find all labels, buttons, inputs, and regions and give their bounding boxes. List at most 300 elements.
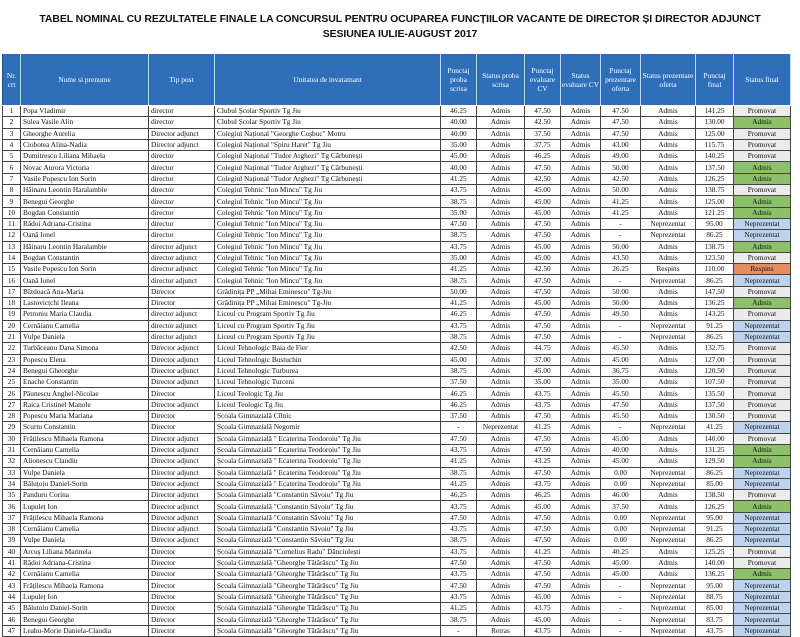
cell-written-score: 38.75 — [441, 365, 477, 376]
cell-post-type: Director adjunct — [149, 365, 215, 376]
cell-cv-score: 47.50 — [525, 218, 561, 229]
table-row — [3, 139, 791, 150]
cell-name: Popescu Maria Mariana — [21, 411, 149, 422]
cell-post-type: Director — [149, 569, 215, 580]
cell-school-unit: Liceul cu Program Sportiv Tg Jiu — [215, 331, 441, 342]
cell-written-score: 41.25 — [441, 298, 477, 309]
cell-name: Ciobotea Alina-Nadia — [21, 139, 149, 150]
cell-final-score: 136.25 — [696, 298, 734, 309]
cell-name: Oană Ionel — [21, 230, 149, 241]
cell-written-score: 41.25 — [441, 173, 477, 184]
cell-cv-status: Admis — [561, 490, 601, 501]
cell-offer-score: - — [601, 275, 641, 286]
cell-final-status-badge: Admis — [734, 241, 791, 252]
cell-final-score: 121.25 — [696, 207, 734, 218]
cell-final-score: 86.25 — [696, 275, 734, 286]
cell-cv-score: 43.25 — [525, 456, 561, 467]
cell-nr-crt: 19 — [3, 309, 21, 320]
cell-final-status-badge: Promovat — [734, 433, 791, 444]
cell-cv-score: 47.50 — [525, 275, 561, 286]
cell-school-unit: Școala Gimnazială "Constantin Săvoiu" Tg Jiu — [215, 523, 441, 534]
table-row — [3, 298, 791, 309]
cell-school-unit: Liceul cu Program Sportiv Tg Jiu — [215, 320, 441, 331]
cell-nr-crt: 21 — [3, 331, 21, 342]
cell-final-status-badge: Neprezentat — [734, 467, 791, 478]
cell-offer-score: 40.00 — [601, 444, 641, 455]
cell-written-score: 45.00 — [441, 151, 477, 162]
table-row — [3, 264, 791, 275]
cell-school-unit: Colegiul Tehnic "Ion Mincu" Tg Jiu — [215, 252, 441, 263]
table-row — [3, 501, 791, 512]
cell-offer-status: Admis — [641, 252, 696, 263]
cell-offer-score: - — [601, 625, 641, 636]
cell-name: Hăinaru Leontin Haralambie — [21, 241, 149, 252]
header-cv-score: Punctaj evaluare CV — [525, 54, 561, 106]
table-row — [3, 377, 791, 388]
cell-cv-status: Admis — [561, 298, 601, 309]
cell-final-score: 43.75 — [696, 625, 734, 636]
table-header-row — [3, 54, 791, 106]
cell-post-type: director — [149, 207, 215, 218]
cell-school-unit: Colegiul Tehnic "Ion Mincu" Tg Jiu — [215, 218, 441, 229]
cell-final-score: 130.00 — [696, 117, 734, 128]
cell-final-status-badge: Promovat — [734, 106, 791, 117]
cell-written-status: Admis — [477, 388, 525, 399]
cell-nr-crt: 30 — [3, 433, 21, 444]
cell-written-status: Admis — [477, 241, 525, 252]
table-row — [3, 286, 791, 297]
cell-nr-crt: 23 — [3, 354, 21, 365]
cell-offer-score: 47.50 — [601, 128, 641, 139]
cell-final-score: 41.25 — [696, 422, 734, 433]
cell-offer-status: Neprezentat — [641, 523, 696, 534]
cell-post-type: director adjunct — [149, 264, 215, 275]
cell-nr-crt: 36 — [3, 501, 21, 512]
cell-offer-score: 45.50 — [601, 343, 641, 354]
cell-offer-score: - — [601, 614, 641, 625]
table-row — [3, 230, 791, 241]
cell-post-type: director — [149, 230, 215, 241]
cell-name: Scurtu Constantin — [21, 422, 149, 433]
cell-offer-status: Admis — [641, 139, 696, 150]
table-row — [3, 569, 791, 580]
cell-written-status: Admis — [477, 546, 525, 557]
cell-offer-status: Respins — [641, 264, 696, 275]
cell-written-status: Admis — [477, 162, 525, 173]
cell-offer-status: Admis — [641, 241, 696, 252]
cell-nr-crt: 29 — [3, 422, 21, 433]
cell-post-type: Director — [149, 603, 215, 614]
header-school-unit: Unitatea de invatamant — [215, 54, 441, 106]
cell-post-type: director — [149, 106, 215, 117]
cell-final-status-badge: Admis — [734, 444, 791, 455]
cell-name: Băluțoiu Daniel-Sorin — [21, 478, 149, 489]
cell-cv-status: Admis — [561, 117, 601, 128]
cell-post-type: Director — [149, 625, 215, 636]
cell-final-status-badge: Admis — [734, 196, 791, 207]
cell-written-status: Admis — [477, 580, 525, 591]
cell-final-status-badge: Admis — [734, 117, 791, 128]
cell-written-score: 37.50 — [441, 411, 477, 422]
cell-written-status: Admis — [477, 603, 525, 614]
cell-final-score: 86.25 — [696, 230, 734, 241]
cell-school-unit: Colegiul Tehnic "Ion Mincu" Tg Jiu — [215, 185, 441, 196]
cell-offer-status: Admis — [641, 399, 696, 410]
cell-cv-score: 41.25 — [525, 546, 561, 557]
cell-written-status: Admis — [477, 196, 525, 207]
cell-post-type: director — [149, 196, 215, 207]
cell-cv-score: 47.50 — [525, 523, 561, 534]
cell-cv-status: Admis — [561, 444, 601, 455]
cell-written-score: 41.25 — [441, 456, 477, 467]
cell-post-type: Director adjunct — [149, 377, 215, 388]
cell-written-score: 38.75 — [441, 535, 477, 546]
cell-cv-status: Admis — [561, 580, 601, 591]
cell-name: Leahu-Morie Daniela-Claudia — [21, 625, 149, 636]
cell-offer-status: Neprezentat — [641, 580, 696, 591]
cell-nr-crt: 38 — [3, 523, 21, 534]
header-final-score: Punctaj final — [696, 54, 734, 106]
cell-school-unit: Școala Gimnazială "Constantin Săvoiu" Tg Jiu — [215, 535, 441, 546]
cell-nr-crt: 8 — [3, 185, 21, 196]
cell-final-status-badge: Promovat — [734, 377, 791, 388]
cell-school-unit: Colegiul Tehnic "Ion Mincu" Tg Jiu — [215, 275, 441, 286]
table-row — [3, 535, 791, 546]
cell-final-score: 125.25 — [696, 546, 734, 557]
cell-cv-status: Admis — [561, 275, 601, 286]
cell-final-status-badge: Respins — [734, 264, 791, 275]
cell-written-status: Admis — [477, 569, 525, 580]
cell-offer-score: 40.25 — [601, 546, 641, 557]
table-row — [3, 128, 791, 139]
cell-written-score: 38.75 — [441, 196, 477, 207]
cell-offer-status: Neprezentat — [641, 331, 696, 342]
cell-final-status-badge: Promovat — [734, 388, 791, 399]
cell-cv-score: 45.00 — [525, 365, 561, 376]
table-row — [3, 151, 791, 162]
cell-school-unit: Școala Gimnazială "Constantin Săvoiu" Tg Jiu — [215, 501, 441, 512]
cell-post-type: Director adjunct — [149, 433, 215, 444]
cell-written-status: Admis — [477, 298, 525, 309]
cell-written-score: 40.00 — [441, 117, 477, 128]
cell-school-unit: Școala Gimnazială "Gheorghe Tătărăscu" Tg Jiu — [215, 580, 441, 591]
cell-nr-crt: 26 — [3, 388, 21, 399]
cell-nr-crt: 44 — [3, 591, 21, 602]
cell-written-status: Admis — [477, 264, 525, 275]
cell-name: Benegui Georghe — [21, 196, 149, 207]
cell-written-score: 47.50 — [441, 218, 477, 229]
table-row — [3, 411, 791, 422]
cell-cv-status: Admis — [561, 173, 601, 184]
cell-nr-crt: 14 — [3, 252, 21, 263]
cell-cv-status: Admis — [561, 196, 601, 207]
cell-written-status: Admis — [477, 343, 525, 354]
cell-final-status-badge: Promovat — [734, 185, 791, 196]
cell-written-status: Admis — [477, 117, 525, 128]
cell-final-score: 86.25 — [696, 535, 734, 546]
cell-cv-status: Admis — [561, 309, 601, 320]
cell-name: Benegui Georghe — [21, 614, 149, 625]
cell-final-status-badge: Neprezentat — [734, 535, 791, 546]
cell-offer-status: Admis — [641, 106, 696, 117]
cell-written-status: Admis — [477, 467, 525, 478]
cell-final-score: 140.25 — [696, 151, 734, 162]
table-row — [3, 320, 791, 331]
cell-offer-status: Admis — [641, 377, 696, 388]
cell-written-score: 41.25 — [441, 478, 477, 489]
cell-offer-status: Neprezentat — [641, 603, 696, 614]
cell-final-score: 138.75 — [696, 241, 734, 252]
cell-written-status: Admis — [477, 478, 525, 489]
cell-offer-status: Admis — [641, 298, 696, 309]
cell-final-score: 138.75 — [696, 185, 734, 196]
cell-offer-status: Admis — [641, 365, 696, 376]
header-offer-score: Punctaj prezentare oferta — [601, 54, 641, 106]
cell-school-unit: Clubul Școlar Sportiv Tg Jiu — [215, 117, 441, 128]
cell-cv-score: 44.75 — [525, 343, 561, 354]
cell-final-score: 91.25 — [696, 320, 734, 331]
cell-offer-score: 0.00 — [601, 512, 641, 523]
cell-post-type: Director adjunct — [149, 343, 215, 354]
cell-cv-status: Admis — [561, 467, 601, 478]
cell-written-score: 46.25 — [441, 490, 477, 501]
cell-school-unit: Școala Gimnazială "Gheorghe Tătărăscu" Tg Jiu — [215, 603, 441, 614]
cell-post-type: director — [149, 218, 215, 229]
cell-cv-score: 45.00 — [525, 501, 561, 512]
cell-written-status: Admis — [477, 523, 525, 534]
cell-school-unit: Grădinița PP „Mihai Eminescu" Tg-Jiu — [215, 286, 441, 297]
cell-written-status: Admis — [477, 218, 525, 229]
cell-nr-crt: 40 — [3, 546, 21, 557]
cell-name: Popa Vladimir — [21, 106, 149, 117]
cell-cv-status: Admis — [561, 422, 601, 433]
cell-cv-status: Admis — [561, 162, 601, 173]
cell-cv-score: 45.00 — [525, 207, 561, 218]
cell-final-score: 95.00 — [696, 218, 734, 229]
cell-cv-status: Admis — [561, 377, 601, 388]
cell-offer-status: Admis — [641, 343, 696, 354]
cell-offer-score: 45.00 — [601, 557, 641, 568]
cell-offer-score: - — [601, 603, 641, 614]
cell-written-status: Admis — [477, 354, 525, 365]
cell-offer-score: 45.50 — [601, 388, 641, 399]
cell-offer-score: 49.50 — [601, 309, 641, 320]
cell-cv-status: Admis — [561, 241, 601, 252]
cell-cv-score: 47.50 — [525, 162, 561, 173]
cell-offer-score: 26.25 — [601, 264, 641, 275]
cell-offer-score: 37.50 — [601, 501, 641, 512]
cell-school-unit: Colegiul Național "Spiru Haret" Tg Jiu — [215, 139, 441, 150]
cell-final-status-badge: Admis — [734, 501, 791, 512]
table-row — [3, 162, 791, 173]
cell-name: Alionescu Claudiu — [21, 456, 149, 467]
cell-offer-score: 43.50 — [601, 252, 641, 263]
cell-written-score: 45.00 — [441, 354, 477, 365]
cell-name: Raica Cristinel Manole — [21, 399, 149, 410]
cell-name: Vulpe Daniela — [21, 467, 149, 478]
cell-cv-status: Admis — [561, 603, 601, 614]
cell-offer-status: Neprezentat — [641, 320, 696, 331]
cell-written-score: 38.75 — [441, 331, 477, 342]
cell-offer-status: Neprezentat — [641, 535, 696, 546]
cell-name: Frățilescu Mihaela Ramona — [21, 512, 149, 523]
cell-final-score: 135.50 — [696, 388, 734, 399]
cell-cv-score: 45.00 — [525, 591, 561, 602]
cell-post-type: director adjunct — [149, 252, 215, 263]
cell-school-unit: Liceul Tehnologic Bustuchin — [215, 354, 441, 365]
cell-school-unit: Liceul cu Program Sportiv Tg Jiu — [215, 309, 441, 320]
cell-cv-score: 46.25 — [525, 151, 561, 162]
cell-offer-status: Admis — [641, 128, 696, 139]
cell-written-status: Admis — [477, 535, 525, 546]
cell-nr-crt: 45 — [3, 603, 21, 614]
cell-final-score: 137.50 — [696, 399, 734, 410]
cell-offer-status: Neprezentat — [641, 422, 696, 433]
cell-offer-status: Admis — [641, 196, 696, 207]
cell-written-status: Admis — [477, 185, 525, 196]
cell-nr-crt: 34 — [3, 478, 21, 489]
cell-offer-score: 0.00 — [601, 523, 641, 534]
cell-cv-status: Admis — [561, 139, 601, 150]
cell-nr-crt: 12 — [3, 230, 21, 241]
cell-written-score: 47.50 — [441, 557, 477, 568]
cell-offer-status: Admis — [641, 433, 696, 444]
table-row — [3, 490, 791, 501]
cell-final-score: 85.00 — [696, 603, 734, 614]
cell-offer-status: Admis — [641, 546, 696, 557]
cell-offer-status: Admis — [641, 490, 696, 501]
cell-post-type: Director adjunct — [149, 354, 215, 365]
cell-cv-status: Admis — [561, 365, 601, 376]
cell-cv-score: 42.50 — [525, 264, 561, 275]
cell-written-status: Admis — [477, 456, 525, 467]
cell-name: Bogdan Constantin — [21, 207, 149, 218]
cell-offer-status: Neprezentat — [641, 625, 696, 636]
cell-offer-score: - — [601, 218, 641, 229]
cell-written-score: 42.50 — [441, 343, 477, 354]
cell-cv-status: Admis — [561, 512, 601, 523]
cell-post-type: Director adjunct — [149, 128, 215, 139]
cell-final-status-badge: Promovat — [734, 286, 791, 297]
cell-name: Lastovicțchi Ileana — [21, 298, 149, 309]
cell-offer-status: Admis — [641, 185, 696, 196]
table-row — [3, 546, 791, 557]
cell-post-type: director — [149, 185, 215, 196]
cell-written-score: 35.00 — [441, 207, 477, 218]
cell-cv-score: 47.50 — [525, 286, 561, 297]
cell-cv-score: 47.50 — [525, 569, 561, 580]
cell-nr-crt: 46 — [3, 614, 21, 625]
cell-offer-score: 49.00 — [601, 151, 641, 162]
cell-name: Cernăianu Camelia — [21, 444, 149, 455]
table-row — [3, 433, 791, 444]
cell-school-unit: Școala Gimnazială " Ecaterina Teodoroiu" Tg Jiu — [215, 456, 441, 467]
cell-cv-score: 37.00 — [525, 354, 561, 365]
table-row — [3, 591, 791, 602]
cell-offer-status: Admis — [641, 286, 696, 297]
cell-final-status-badge: Promovat — [734, 128, 791, 139]
cell-nr-crt: 43 — [3, 580, 21, 591]
table-row — [3, 173, 791, 184]
cell-offer-status: Neprezentat — [641, 275, 696, 286]
cell-nr-crt: 47 — [3, 625, 21, 636]
cell-offer-status: Admis — [641, 173, 696, 184]
cell-written-score: 46.25 — [441, 399, 477, 410]
cell-school-unit: Școala Gimnazială " Ecaterina Teodoroiu" Tg Jiu — [215, 467, 441, 478]
cell-name: Cernăianu Camelia — [21, 320, 149, 331]
cell-school-unit: Liceul Tehnologic Turburea — [215, 365, 441, 376]
results-table — [2, 53, 791, 637]
cell-post-type: Director adjunct — [149, 512, 215, 523]
table-row — [3, 478, 791, 489]
table-row — [3, 399, 791, 410]
table-row — [3, 614, 791, 625]
cell-school-unit: Colegiul Național "Tudor Arghezi" Tg Cărbunești — [215, 173, 441, 184]
table-row — [3, 354, 791, 365]
cell-name: Păunescu Anghel-Nicolae — [21, 388, 149, 399]
cell-name: Popescu Elena — [21, 354, 149, 365]
cell-offer-score: 50.00 — [601, 162, 641, 173]
cell-offer-status: Admis — [641, 444, 696, 455]
cell-offer-status: Neprezentat — [641, 230, 696, 241]
cell-name: Dumitrescu Liliana Mihaela — [21, 151, 149, 162]
cell-written-status: Admis — [477, 230, 525, 241]
cell-written-score: - — [441, 625, 477, 636]
cell-written-status: Admis — [477, 557, 525, 568]
cell-cv-status: Admis — [561, 286, 601, 297]
cell-post-type: Director adjunct — [149, 535, 215, 546]
cell-school-unit: Școala Gimnazială "Cornelius Radu" Dănciulești — [215, 546, 441, 557]
cell-final-score: 86.25 — [696, 467, 734, 478]
cell-final-score: 136.25 — [696, 569, 734, 580]
cell-nr-crt: 17 — [3, 286, 21, 297]
cell-nr-crt: 6 — [3, 162, 21, 173]
cell-offer-status: Admis — [641, 569, 696, 580]
cell-cv-score: 47.50 — [525, 557, 561, 568]
cell-post-type: director adjunct — [149, 241, 215, 252]
cell-post-type: Director — [149, 411, 215, 422]
cell-written-status: Retras — [477, 625, 525, 636]
cell-cv-score: 43.75 — [525, 399, 561, 410]
cell-written-score: 43.75 — [441, 546, 477, 557]
cell-written-score: 43.75 — [441, 320, 477, 331]
cell-offer-score: 36.75 — [601, 365, 641, 376]
cell-cv-score: 47.50 — [525, 580, 561, 591]
cell-school-unit: Colegiul Tehnic "Ion Mincu" Tg Jiu — [215, 230, 441, 241]
cell-cv-status: Admis — [561, 535, 601, 546]
cell-offer-score: 41.25 — [601, 196, 641, 207]
cell-cv-status: Admis — [561, 320, 601, 331]
cell-final-status-badge: Promovat — [734, 411, 791, 422]
cell-school-unit: Liceul Teologic Tg Jiu — [215, 399, 441, 410]
cell-cv-status: Admis — [561, 614, 601, 625]
cell-nr-crt: 32 — [3, 456, 21, 467]
cell-cv-score: 45.00 — [525, 614, 561, 625]
cell-cv-status: Admis — [561, 478, 601, 489]
header-written-score: Punctaj proba scrisa — [441, 54, 477, 106]
cell-final-score: 126.25 — [696, 501, 734, 512]
table-row — [3, 467, 791, 478]
cell-offer-status: Admis — [641, 456, 696, 467]
cell-name: Panduru Corina — [21, 490, 149, 501]
cell-final-score: 141.25 — [696, 106, 734, 117]
cell-cv-score: 42.50 — [525, 117, 561, 128]
cell-cv-status: Admis — [561, 264, 601, 275]
cell-written-score: 37.50 — [441, 377, 477, 388]
cell-nr-crt: 22 — [3, 343, 21, 354]
cell-cv-score: 43.75 — [525, 478, 561, 489]
cell-school-unit: Școala Gimnazială " Ecaterina Teodoroiu" Tg Jiu — [215, 478, 441, 489]
